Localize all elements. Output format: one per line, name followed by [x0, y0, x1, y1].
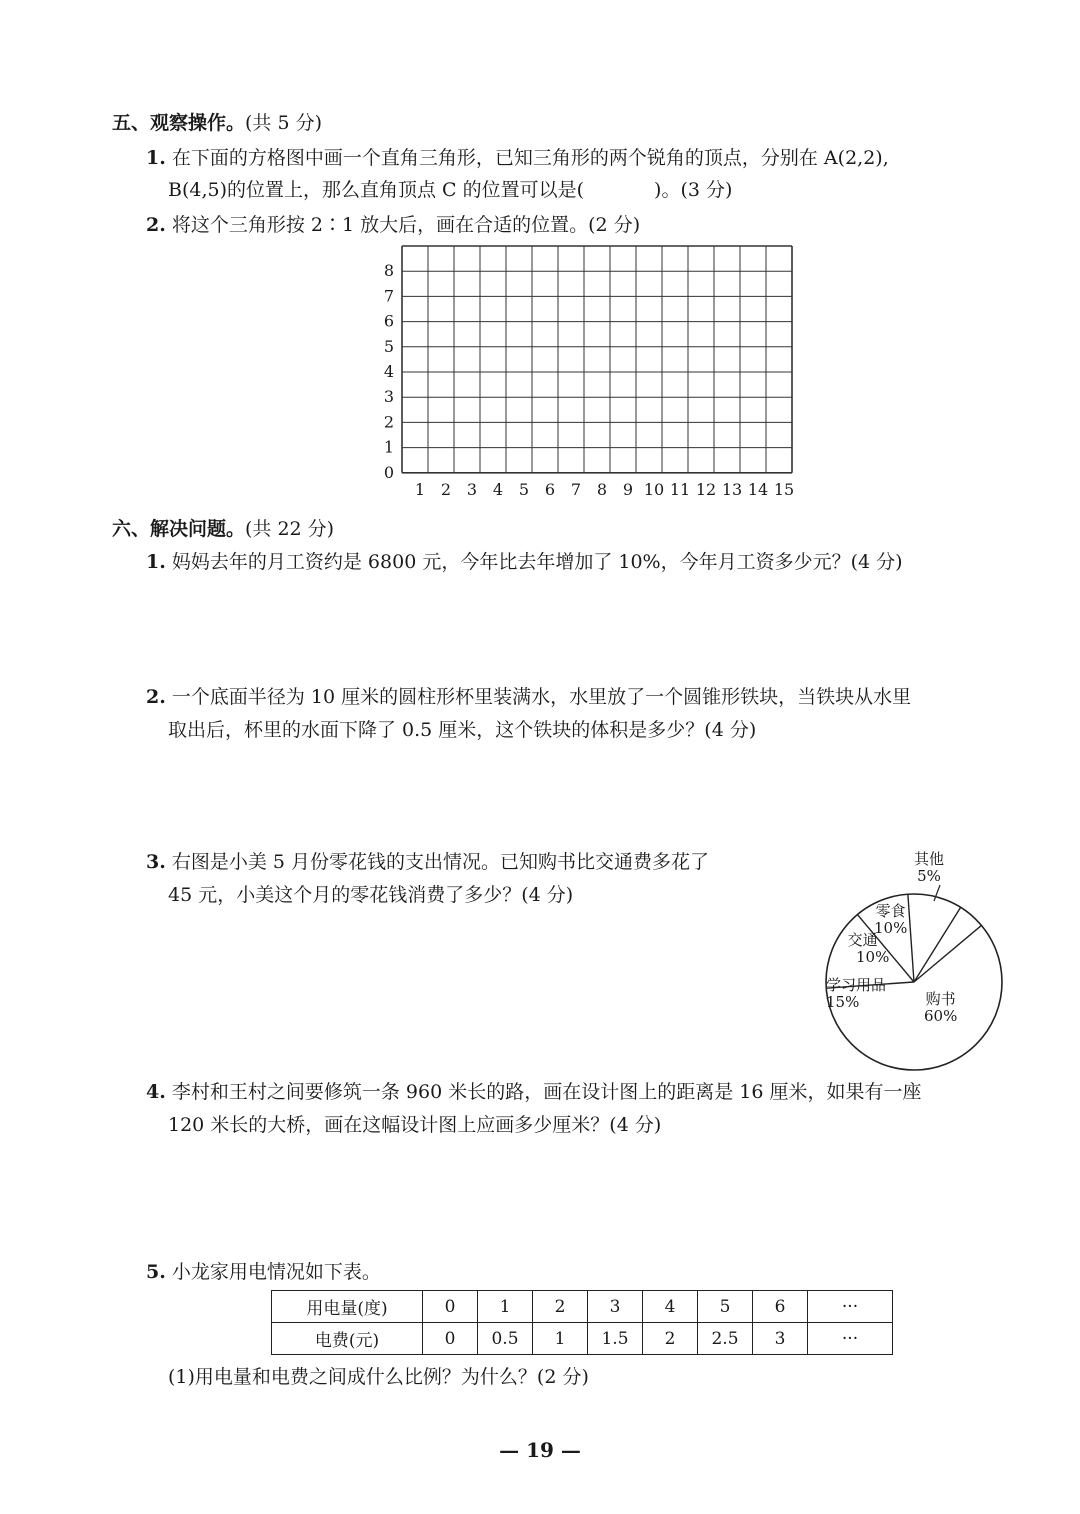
s5-q1-text1: 在下面的方格图中画一个直角三角形，已知三角形的两个锐角的顶点，分别在 A(2,2), — [171, 147, 889, 169]
table-cell: 6 — [753, 1291, 808, 1323]
s6-q5-sub1 — [168, 1364, 589, 1390]
pie-label-transport-name: 交通 — [847, 931, 878, 949]
pie-label-books-name: 购书 — [925, 990, 956, 1008]
grid-x-label: 9 — [622, 479, 634, 499]
pie-label-other — [914, 851, 944, 885]
pie-label-snacks-name: 零食 — [875, 902, 906, 920]
coordinate-grid[interactable] — [370, 242, 820, 512]
grid-x-label: 2 — [440, 479, 452, 499]
table-cell: 3 — [588, 1291, 643, 1323]
s6-q3-line1 — [146, 849, 709, 875]
pie-label-supplies — [826, 977, 886, 1011]
pie-label-transport — [836, 932, 889, 966]
s6-q2-line1 — [146, 684, 911, 710]
s5-q1-line2 — [168, 177, 732, 203]
grid-x-label: 3 — [466, 479, 478, 499]
grid-x-label: 5 — [518, 479, 530, 499]
table-cell: ··· — [808, 1291, 893, 1323]
s5-q1-line1 — [146, 145, 889, 171]
grid-x-label: 15 — [773, 479, 795, 499]
s5-q2-line — [146, 212, 640, 238]
table-cell: 0.5 — [478, 1323, 533, 1355]
electricity-table — [271, 1290, 893, 1355]
s6-q5-text: 小龙家用电情况如下表。 — [171, 1261, 381, 1283]
section5-score: (共 5 分) — [245, 112, 323, 134]
grid-y-label: 7 — [383, 286, 394, 306]
s6-q3-line2 — [168, 882, 573, 908]
s6-q2-line2 — [168, 717, 756, 743]
grid-x-label: 14 — [747, 479, 769, 499]
s6-q4-text1: 李村和王村之间要修筑一条 960 米长的路，画在设计图上的距离是 16 厘米，如果有一座 — [171, 1081, 922, 1103]
table-cell: 2.5 — [698, 1323, 753, 1355]
grid-x-label: 12 — [695, 479, 717, 499]
table-header-usage: 用电量(度) — [272, 1291, 423, 1323]
s5-q2-number: 2. — [146, 214, 166, 236]
s6-q4-number: 4. — [146, 1081, 166, 1103]
pie-label-supplies-pct: 15% — [826, 993, 860, 1011]
pie-label-other-pct: 5% — [917, 867, 941, 885]
s6-q2-text1: 一个底面半径为 10 厘米的圆柱形杯里装满水，水里放了一个圆锥形铁块，当铁块从水里 — [171, 686, 912, 708]
grid-x-label: 13 — [721, 479, 743, 499]
page-number: — 19 — — [499, 1438, 581, 1462]
s5-q1-text2b: )。(3 分) — [654, 179, 733, 201]
table-header-fee: 电费(元) — [272, 1323, 423, 1355]
s6-q1-text: 妈妈去年的月工资约是 6800 元，今年比去年增加了 10%，今年月工资多少元？(4 分) — [171, 551, 903, 573]
table-cell: 5 — [698, 1291, 753, 1323]
pie-label-books — [924, 991, 957, 1025]
table-row — [272, 1323, 893, 1355]
s6-q1-line — [146, 549, 903, 575]
s5-q1-number: 1. — [146, 147, 166, 169]
table-cell: 2 — [533, 1291, 588, 1323]
s5-q1-text2a: B(4,5)的位置上，那么直角顶点 C 的位置可以是( — [168, 179, 585, 201]
s6-q2-text2: 取出后，杯里的水面下降了 0.5 厘米，这个铁块的体积是多少？(4 分) — [168, 719, 757, 741]
grid-y-label: 4 — [383, 362, 394, 381]
grid-y-label: 1 — [383, 437, 394, 457]
section5-title: 五、观察操作。 — [112, 112, 246, 134]
grid-y-label: 3 — [383, 387, 394, 407]
table-cell: 3 — [753, 1323, 808, 1355]
grid-y-label: 2 — [383, 412, 394, 432]
section6-heading — [112, 516, 334, 542]
table-cell: 4 — [643, 1291, 698, 1323]
s6-q5-number: 5. — [146, 1261, 166, 1283]
grid-x-label: 6 — [544, 479, 556, 499]
s6-q2-number: 2. — [146, 686, 166, 708]
grid-x-label: 7 — [570, 479, 582, 499]
pie-label-transport-pct: 10% — [856, 948, 890, 966]
grid-svg — [370, 242, 820, 512]
grid-x-label: 10 — [643, 479, 665, 499]
pie-label-other-name: 其他 — [914, 850, 945, 868]
grid-x-label: 8 — [596, 479, 608, 499]
s6-q5-line — [146, 1259, 381, 1285]
table-cell: 0 — [423, 1291, 478, 1323]
pie-leader-line — [934, 885, 940, 901]
grid-x-label: 11 — [669, 479, 691, 499]
table-cell: 2 — [643, 1323, 698, 1355]
grid-y-label: 8 — [383, 261, 394, 281]
s6-q1-number: 1. — [146, 551, 166, 573]
pie-label-supplies-name: 学习用品 — [826, 976, 887, 994]
section6-title: 六、解决问题。 — [112, 518, 246, 540]
s6-q4-line2 — [168, 1112, 661, 1138]
pie-slice-3 — [908, 894, 914, 982]
section6-score: (共 22 分) — [245, 518, 335, 540]
grid-y-label: 6 — [383, 311, 394, 331]
s6-q4-line1 — [146, 1079, 922, 1105]
section5-heading — [112, 110, 322, 136]
grid-y-label: 0 — [383, 462, 394, 482]
table-cell: 1 — [478, 1291, 533, 1323]
pie-label-snacks-pct: 10% — [874, 919, 908, 937]
s6-q3-text1: 右图是小美 5 月份零花钱的支出情况。已知购书比交通费多花了 — [171, 851, 710, 873]
table-cell: 1.5 — [588, 1323, 643, 1355]
s6-q5-sub1-text: (1)用电量和电费之间成什么比例？为什么？(2 分) — [168, 1366, 589, 1388]
table-cell: ··· — [808, 1323, 893, 1355]
pie-slice-4 — [914, 907, 961, 982]
s6-q3-number: 3. — [146, 851, 166, 873]
pie-slice-0 — [914, 925, 981, 982]
pie-label-books-pct: 60% — [924, 1007, 958, 1025]
s5-q2-text: 将这个三角形按 2∶1 放大后，画在合适的位置。(2 分) — [171, 214, 641, 236]
s6-q3-text2: 45 元，小美这个月的零花钱消费了多少？(4 分) — [168, 884, 574, 906]
grid-x-label: 1 — [414, 479, 426, 499]
s6-q4-text2: 120 米长的大桥，画在这幅设计图上应画多少厘米？(4 分) — [168, 1114, 662, 1136]
grid-x-label: 4 — [492, 479, 504, 499]
grid-y-label: 5 — [383, 336, 394, 356]
table-cell: 1 — [533, 1323, 588, 1355]
table-row — [272, 1291, 893, 1323]
table-cell: 0 — [423, 1323, 478, 1355]
pie-chart — [818, 845, 1018, 1075]
